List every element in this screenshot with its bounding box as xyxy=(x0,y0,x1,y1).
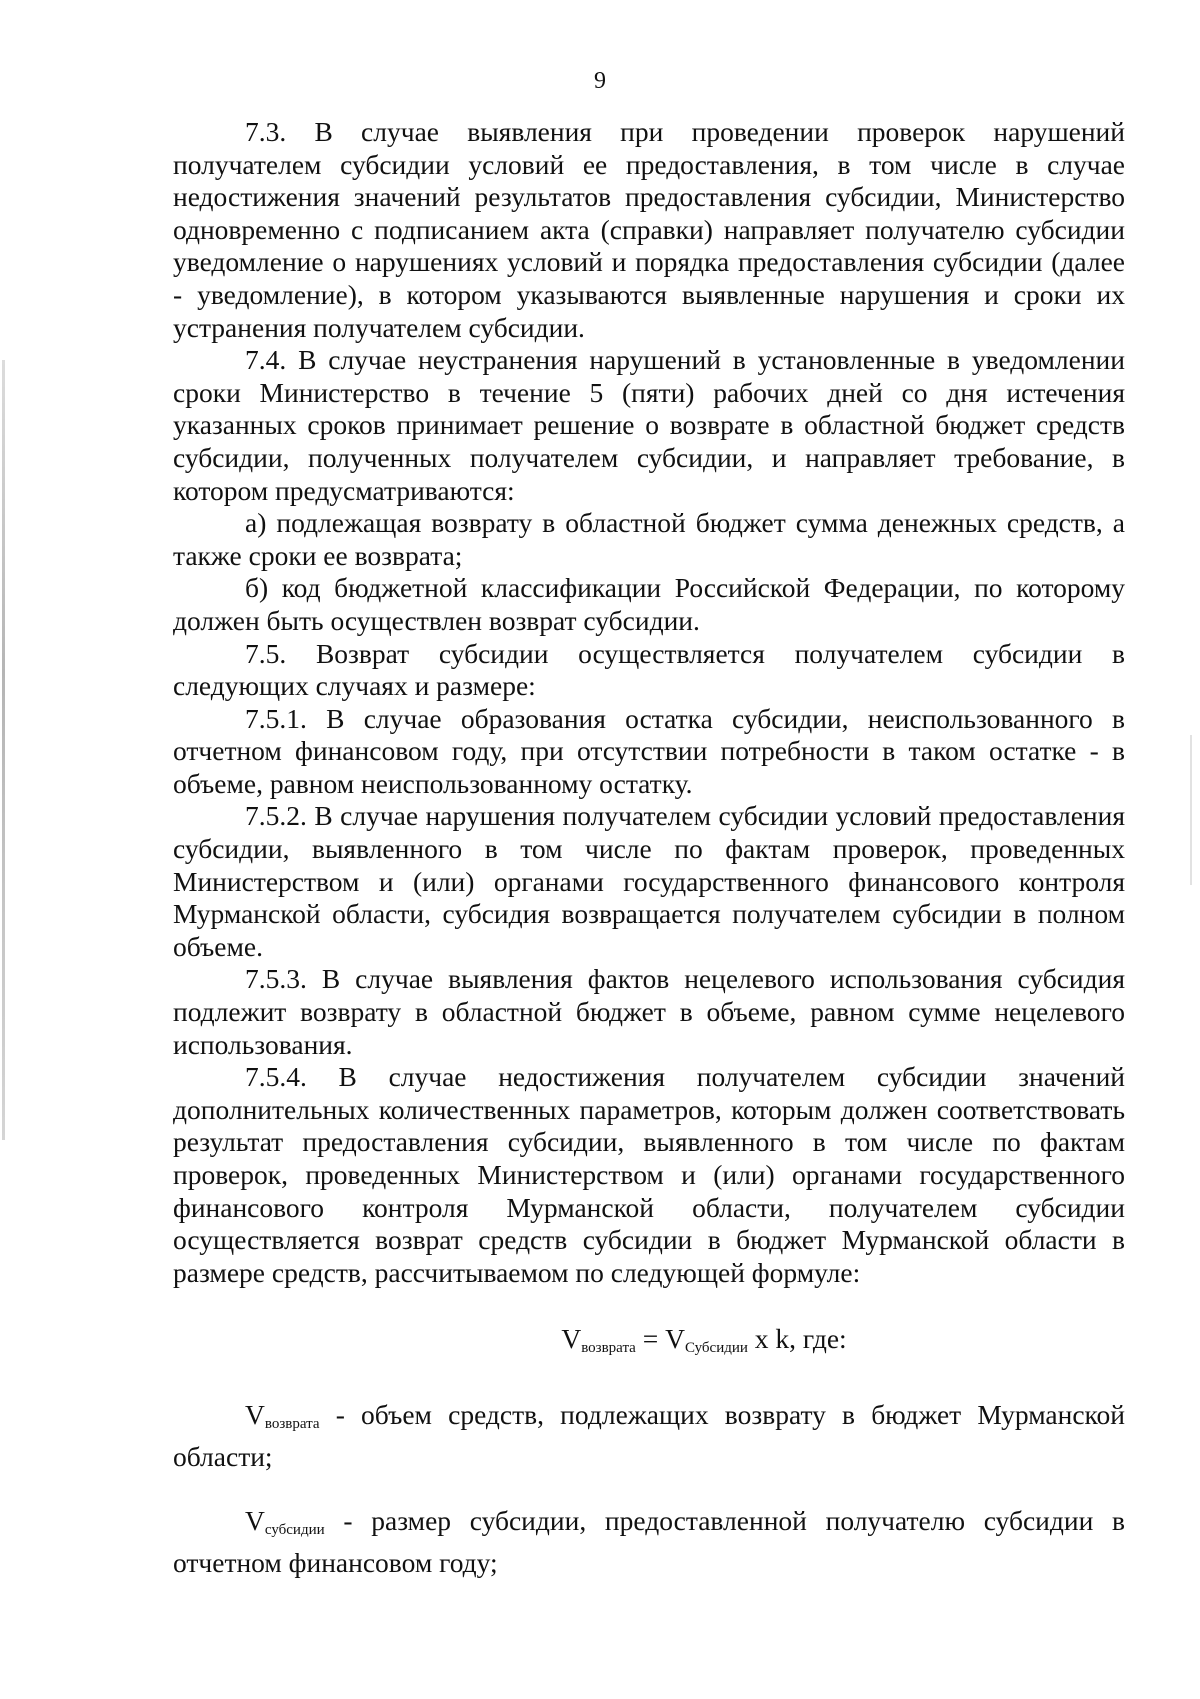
return-formula xyxy=(173,1323,1125,1365)
scan-mark-artifact xyxy=(1190,735,1192,885)
formula-rhs-symbol: V xyxy=(665,1323,685,1355)
formula-rhs-subscript: Субсидии xyxy=(684,1340,748,1357)
definition-v-subsidy xyxy=(173,1505,1125,1579)
page-number: 9 xyxy=(594,68,606,94)
definition-symbol: V xyxy=(245,1398,265,1430)
paragraph-7-3: 7.3. В случае выявления при проведении проверок нарушений получателем субсидии условий ее предоставления, в том числе в случае недостижения значений результатов предоставления субсидии, Министерство одновременно с подписанием акта (справки) направляет получателю субсидии уведомление о нарушениях условий и порядка предоставления субсидии (далее - уведомление), в котором указываются выявленные нарушения и сроки их устранения получателем субсидии. xyxy=(173,116,1125,343)
document-body xyxy=(173,116,1125,1579)
scan-edge-artifact xyxy=(2,360,5,1140)
paragraph-7-5-4: 7.5.4. В случае недостижения получателем субсидии значений дополнительных количественных параметров, которым должен соответствовать результат предоставления субсидии, выявленного в том числе по фактам проверок, проведенных Министерством и (или) органами государственного финансового контроля Мурманской области, получателем субсидии осуществляется возврат средств субсидии в бюджет Мурманской области в размере средств, рассчитываемом по следующей формуле: xyxy=(173,1061,1125,1288)
paragraph-7-4-a: а) подлежащая возврату в областной бюджет сумма денежных средств, а также сроки ее возврата; xyxy=(173,507,1125,571)
definition-subscript: возврата xyxy=(264,1415,320,1432)
definition-text: - объем средств, подлежащих возврату в бюджет Мурманской области; xyxy=(173,1398,1125,1472)
paragraph-7-5: 7.5. Возврат субсидии осуществляется получателем субсидии в следующих случаях и размере: xyxy=(173,637,1125,702)
definition-v-return xyxy=(173,1399,1125,1473)
definition-text: - размер субсидии, предоставленной получателю субсидии в отчетном финансовом году; xyxy=(173,1505,1125,1578)
paragraph-7-5-1: 7.5.1. В случае образования остатка субсидии, неиспользованного в отчетном финансовом году, при отсутствии потребности в таком остатке - в объеме, равном неиспользованному остатку. xyxy=(173,702,1125,799)
definition-subscript: субсидии xyxy=(264,1522,325,1539)
paragraph-7-5-2: 7.5.2. В случае нарушения получателем субсидии условий предоставления субсидии, выявленного в том числе по фактам проверок, проведенных Министерством и (или) органами государственного финансового контроля Мурманской области, субсидия возвращается получателем субсидии в полном объеме. xyxy=(173,800,1125,962)
formula-equals: = xyxy=(635,1323,666,1355)
formula-lhs-subscript: возврата xyxy=(581,1340,636,1357)
paragraph-7-4-b: б) код бюджетной классификации Российской Федерации, по которому должен быть осуществлен возврат субсидии. xyxy=(173,572,1125,636)
formula-lhs-symbol: V xyxy=(561,1323,582,1355)
definition-symbol: V xyxy=(245,1505,265,1537)
formula-tail: x k, где: xyxy=(747,1323,847,1355)
paragraph-7-4: 7.4. В случае неустранения нарушений в установленные в уведомлении сроки Министерство в течение 5 (пяти) рабочих дней со дня истечения указанных сроков принимает решение о возврате в областной бюджет средств субсидии, полученных получателем субсидии, и направляет требование, в котором предусматриваются: xyxy=(173,344,1125,506)
paragraph-7-5-3: 7.5.3. В случае выявления фактов нецелевого использования субсидия подлежит возврату в областной бюджет в объеме, равном сумме нецелевого использования. xyxy=(173,963,1125,1060)
